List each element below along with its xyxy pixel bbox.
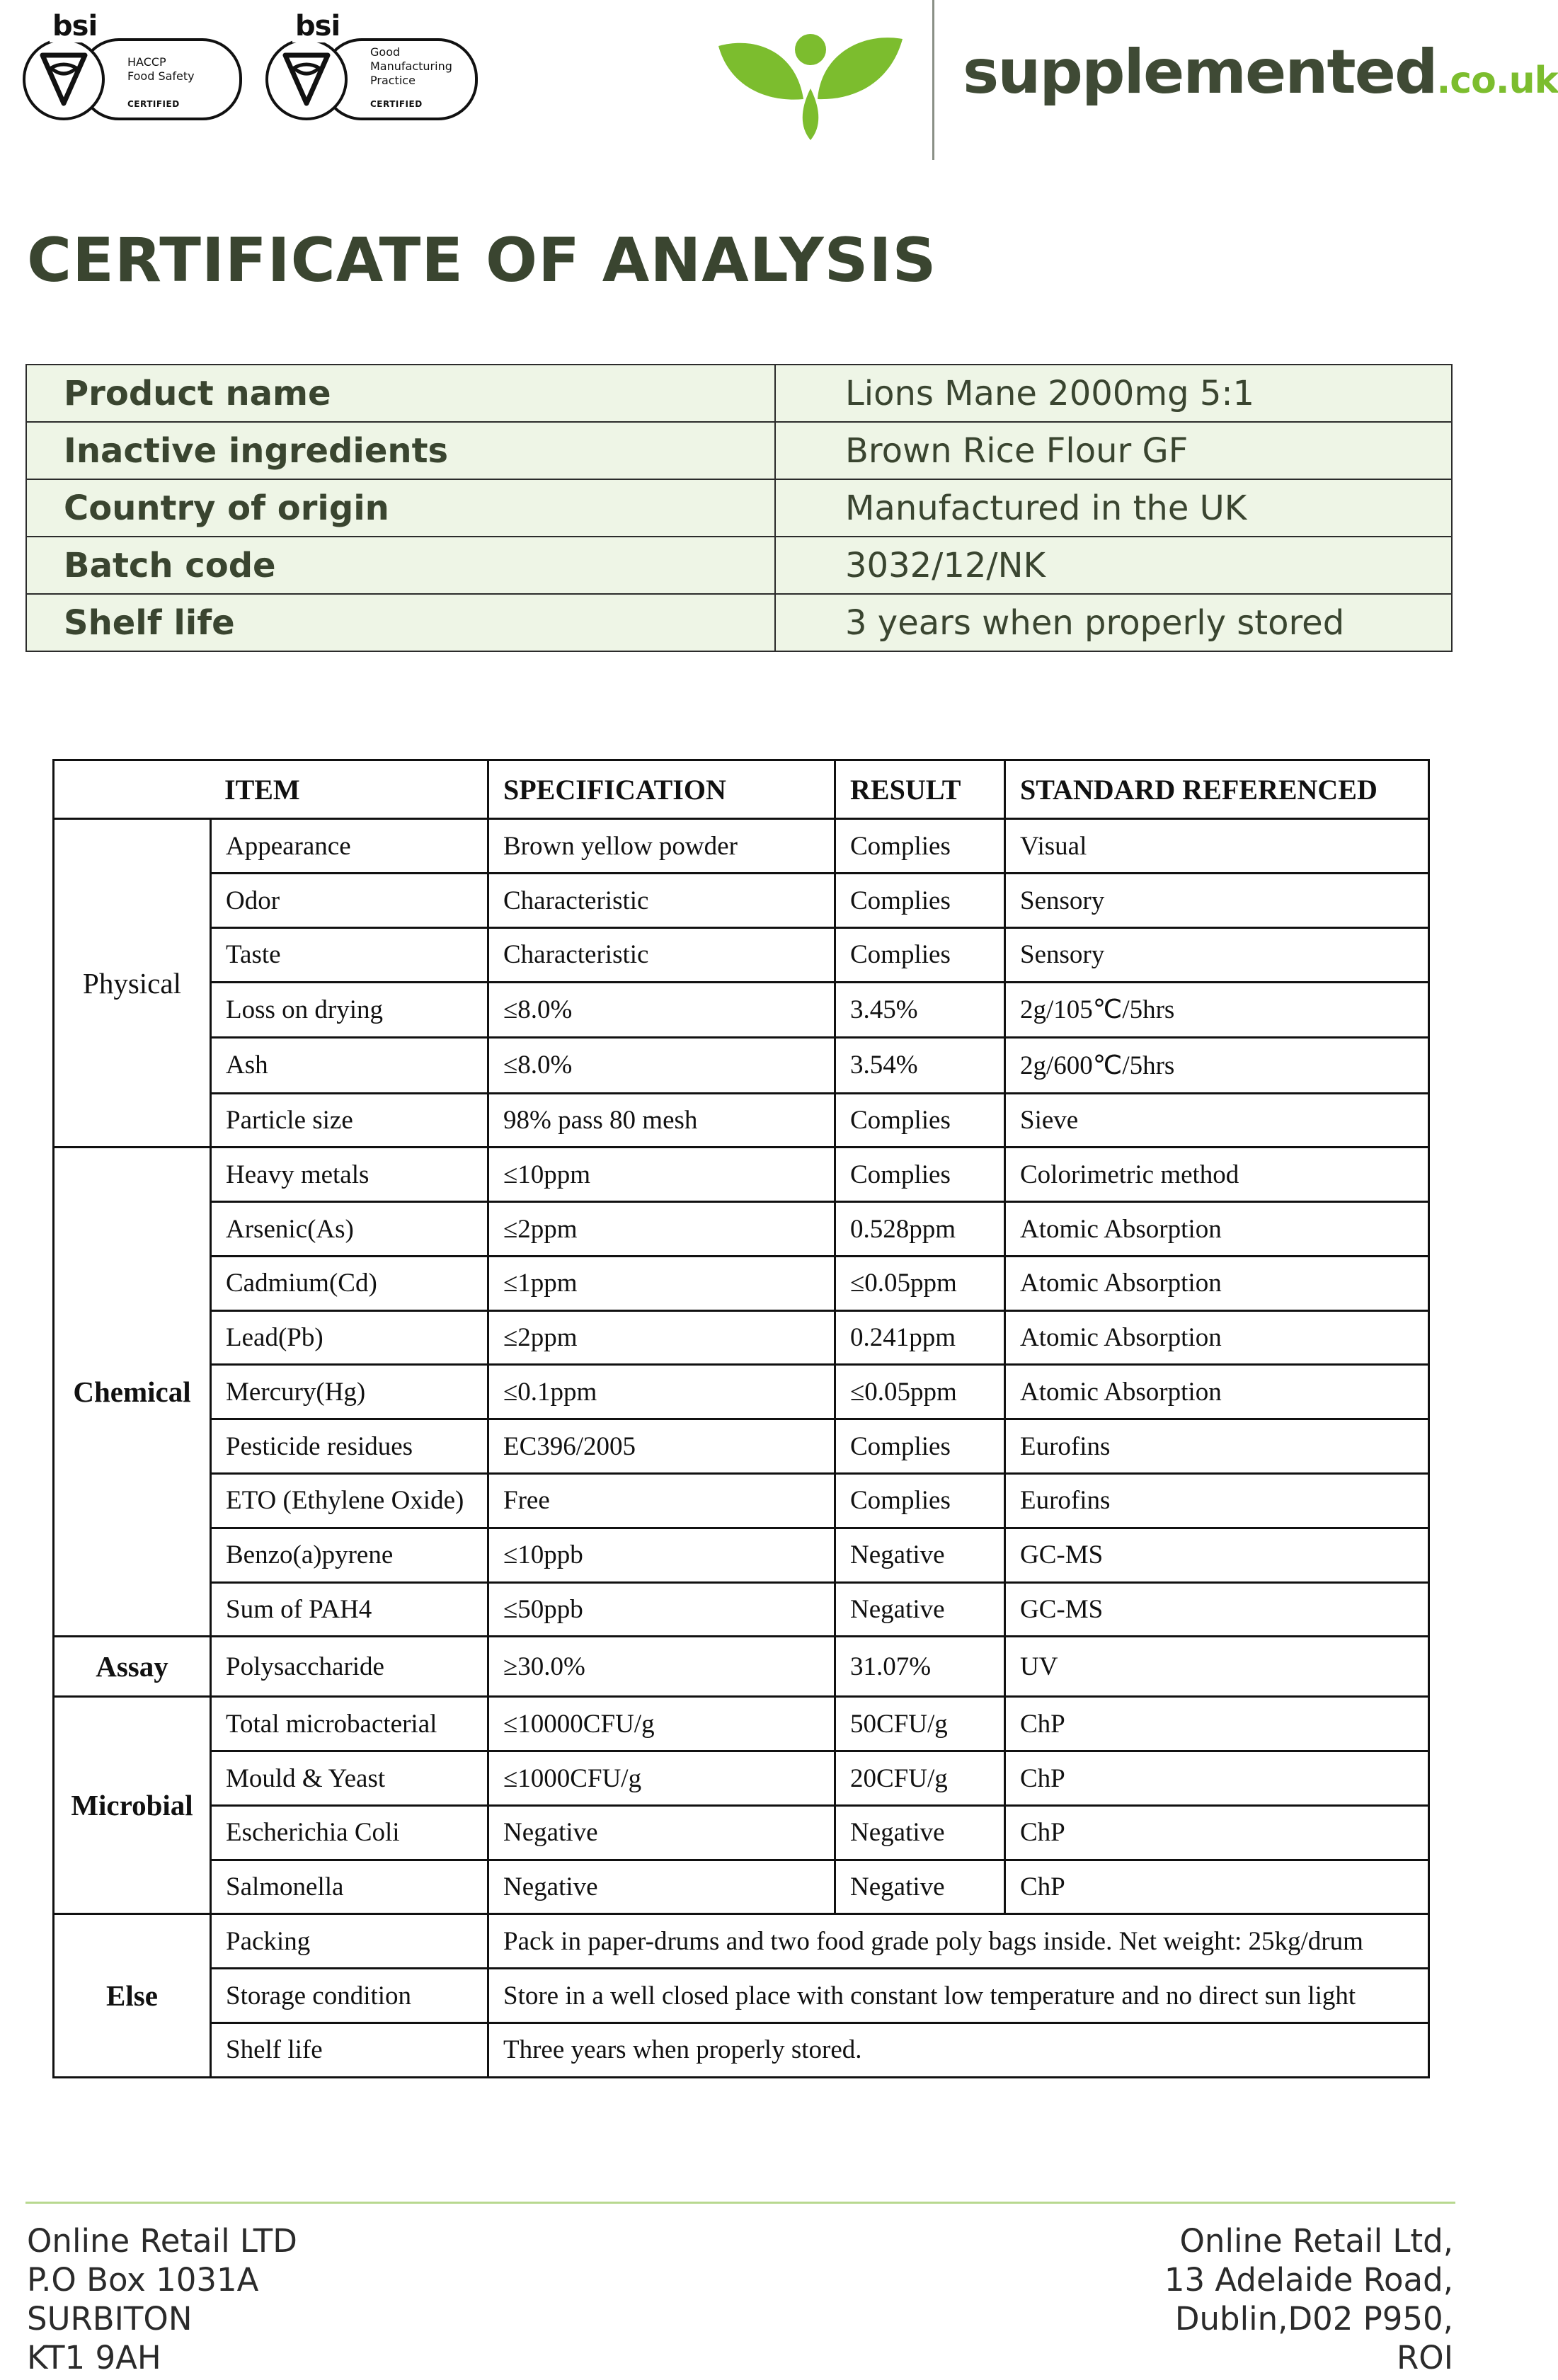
info-label: Inactive ingredients	[26, 422, 775, 479]
row-result: ≤0.05ppm	[835, 1365, 1005, 1419]
row-standard: Atomic Absorption	[1005, 1365, 1429, 1419]
info-label: Shelf life	[26, 594, 775, 651]
row-item: Loss on drying	[211, 982, 488, 1037]
row-spec: ≤50ppb	[488, 1582, 835, 1637]
row-item: Storage condition	[211, 1969, 488, 2023]
brand-tld: .co.uk	[1436, 59, 1558, 102]
group-label-physical: Physical	[54, 819, 211, 1148]
row-note: Pack in paper-drums and two food grade poly bags inside. Net weight: 25kg/drum	[488, 1914, 1429, 1969]
row-standard: Atomic Absorption	[1005, 1310, 1429, 1365]
row-standard: 2g/600℃/5hrs	[1005, 1038, 1429, 1093]
info-value: Manufactured in the UK	[775, 479, 1452, 537]
badge-line: Good	[370, 45, 401, 59]
row-result: Complies	[835, 927, 1005, 982]
row-standard: UV	[1005, 1637, 1429, 1697]
row-standard: GC-MS	[1005, 1528, 1429, 1582]
row-standard: Visual	[1005, 819, 1429, 874]
row-result: 20CFU/g	[835, 1751, 1005, 1806]
row-note: Store in a well closed place with constant low temperature and no direct sun light	[488, 1969, 1429, 2023]
footer-divider	[25, 2202, 1455, 2204]
product-info-table	[25, 364, 1453, 652]
group-label-microbial: Microbial	[54, 1697, 211, 1914]
row-item: Salmonella	[211, 1860, 488, 1914]
row-item: Heavy metals	[211, 1148, 488, 1202]
column-header-result: RESULT	[835, 760, 1005, 819]
row-spec: ≤8.0%	[488, 1038, 835, 1093]
table-row	[26, 537, 1452, 594]
table-row	[54, 1256, 1429, 1310]
table-row	[26, 594, 1452, 651]
row-result: ≤0.05ppm	[835, 1256, 1005, 1310]
table-row	[54, 819, 1429, 874]
row-result: 50CFU/g	[835, 1697, 1005, 1751]
row-spec: ≤2ppm	[488, 1202, 835, 1257]
row-result: Complies	[835, 1473, 1005, 1528]
row-standard: GC-MS	[1005, 1582, 1429, 1637]
row-item: Benzo(a)pyrene	[211, 1528, 488, 1582]
row-result: Negative	[835, 1860, 1005, 1914]
group-label-else: Else	[54, 1914, 211, 2078]
row-item: Polysaccharide	[211, 1637, 488, 1697]
column-header-standard: STANDARD REFERENCED	[1005, 760, 1429, 819]
row-spec: 98% pass 80 mesh	[488, 1093, 835, 1148]
table-row	[54, 1093, 1429, 1148]
table-row	[54, 1419, 1429, 1474]
table-row	[54, 1969, 1429, 2023]
row-spec: ≤0.1ppm	[488, 1365, 835, 1419]
row-item: Arsenic(As)	[211, 1202, 488, 1257]
group-label-chemical: Chemical	[54, 1148, 211, 1637]
row-standard: Atomic Absorption	[1005, 1202, 1429, 1257]
row-spec: ≤1000CFU/g	[488, 1751, 835, 1806]
row-result: Complies	[835, 1148, 1005, 1202]
logo-divider	[932, 0, 934, 160]
row-standard: Atomic Absorption	[1005, 1256, 1429, 1310]
row-result: 31.07%	[835, 1637, 1005, 1697]
row-result: Complies	[835, 819, 1005, 874]
table-row	[54, 1310, 1429, 1365]
row-item: Odor	[211, 874, 488, 928]
row-standard: Eurofins	[1005, 1419, 1429, 1474]
table-row	[54, 1528, 1429, 1582]
table-row	[54, 1914, 1429, 1969]
badge-line: Food Safety	[127, 69, 195, 83]
row-item: Total microbacterial	[211, 1697, 488, 1751]
column-header-item: ITEM	[54, 760, 488, 819]
table-row	[26, 422, 1452, 479]
row-result: Negative	[835, 1582, 1005, 1637]
row-spec: ≤10000CFU/g	[488, 1697, 835, 1751]
row-result: 0.241ppm	[835, 1310, 1005, 1365]
column-header-specification: SPECIFICATION	[488, 760, 835, 819]
badge-line: HACCP	[127, 55, 166, 69]
row-spec: ≤10ppm	[488, 1148, 835, 1202]
page-title: CERTIFICATE OF ANALYSIS	[27, 225, 937, 296]
address-line: KT1 9AH	[27, 2339, 161, 2376]
address-line: Dublin,D02 P950,	[1174, 2300, 1453, 2338]
table-row	[54, 2023, 1429, 2077]
footer-address-uk	[27, 2221, 297, 2377]
table-row	[54, 1365, 1429, 1419]
info-value: 3032/12/NK	[775, 537, 1452, 594]
row-item: Shelf life	[211, 2023, 488, 2077]
address-line: Online Retail LTD	[27, 2222, 297, 2260]
row-result: 0.528ppm	[835, 1202, 1005, 1257]
row-item: Escherichia Coli	[211, 1805, 488, 1860]
row-result: 3.54%	[835, 1038, 1005, 1093]
leaf-logo-icon	[715, 21, 906, 149]
haccp-certification-badge	[23, 10, 242, 133]
table-row	[54, 1148, 1429, 1202]
row-spec: ≤2ppm	[488, 1310, 835, 1365]
row-spec: ≤10ppb	[488, 1528, 835, 1582]
row-spec: ≥30.0%	[488, 1637, 835, 1697]
row-item: Pesticide residues	[211, 1419, 488, 1474]
row-item: Appearance	[211, 819, 488, 874]
row-spec: Characteristic	[488, 927, 835, 982]
badge-status: CERTIFIED	[370, 99, 423, 109]
table-row	[54, 982, 1429, 1037]
row-result: Negative	[835, 1528, 1005, 1582]
row-result: Complies	[835, 1419, 1005, 1474]
table-row	[54, 1751, 1429, 1806]
table-row	[54, 874, 1429, 928]
group-label-assay: Assay	[54, 1637, 211, 1697]
row-item: Mercury(Hg)	[211, 1365, 488, 1419]
kitemark-icon	[278, 48, 335, 106]
kitemark-icon	[35, 48, 92, 106]
row-standard: 2g/105℃/5hrs	[1005, 982, 1429, 1037]
row-standard: ChP	[1005, 1697, 1429, 1751]
row-standard: ChP	[1005, 1805, 1429, 1860]
brand-wordmark	[963, 37, 1558, 108]
row-item: Packing	[211, 1914, 488, 1969]
table-row	[26, 479, 1452, 537]
row-standard: Sensory	[1005, 927, 1429, 982]
badge-text	[370, 45, 452, 88]
row-result: Complies	[835, 874, 1005, 928]
bsi-mark: bsi	[50, 10, 100, 42]
row-item: Particle size	[211, 1093, 488, 1148]
badge-status: CERTIFIED	[127, 99, 180, 109]
gmp-certification-badge	[265, 10, 478, 133]
badge-line: Manufacturing	[370, 59, 452, 73]
row-item: Lead(Pb)	[211, 1310, 488, 1365]
row-result: 3.45%	[835, 982, 1005, 1037]
row-spec: Negative	[488, 1860, 835, 1914]
brand-name: supplemented	[963, 37, 1437, 108]
row-standard: Colorimetric method	[1005, 1148, 1429, 1202]
table-row	[54, 1038, 1429, 1093]
row-standard: Sieve	[1005, 1093, 1429, 1148]
row-spec: ≤8.0%	[488, 982, 835, 1037]
row-item: Taste	[211, 927, 488, 982]
table-row	[54, 1473, 1429, 1528]
table-header-row	[54, 760, 1429, 819]
address-line: P.O Box 1031A	[27, 2261, 259, 2299]
table-row	[54, 1697, 1429, 1751]
analysis-table	[52, 759, 1430, 2078]
row-standard: ChP	[1005, 1860, 1429, 1914]
row-spec: ≤1ppm	[488, 1256, 835, 1310]
info-label: Product name	[26, 365, 775, 422]
row-note: Three years when properly stored.	[488, 2023, 1429, 2077]
address-line: 13 Adelaide Road,	[1164, 2261, 1453, 2299]
row-item: Sum of PAH4	[211, 1582, 488, 1637]
row-item: Cadmium(Cd)	[211, 1256, 488, 1310]
table-row	[54, 1637, 1429, 1697]
badge-text	[127, 55, 195, 84]
info-value: Brown Rice Flour GF	[775, 422, 1452, 479]
info-label: Country of origin	[26, 479, 775, 537]
info-value: Lions Mane 2000mg 5:1	[775, 365, 1452, 422]
row-spec: Brown yellow powder	[488, 819, 835, 874]
address-line: ROI	[1397, 2339, 1453, 2376]
row-result: Negative	[835, 1805, 1005, 1860]
row-item: Ash	[211, 1038, 488, 1093]
table-row	[54, 1860, 1429, 1914]
row-spec: EC396/2005	[488, 1419, 835, 1474]
row-standard: Sensory	[1005, 874, 1429, 928]
address-line: Online Retail Ltd,	[1179, 2222, 1453, 2260]
table-row	[54, 1202, 1429, 1257]
table-row	[26, 365, 1452, 422]
row-standard: Eurofins	[1005, 1473, 1429, 1528]
info-label: Batch code	[26, 537, 775, 594]
bsi-mark: bsi	[292, 10, 343, 42]
row-result: Complies	[835, 1093, 1005, 1148]
info-value: 3 years when properly stored	[775, 594, 1452, 651]
table-row	[54, 1805, 1429, 1860]
badge-line: Practice	[370, 74, 416, 87]
table-row	[54, 927, 1429, 982]
row-item: ETO (Ethylene Oxide)	[211, 1473, 488, 1528]
row-spec: Negative	[488, 1805, 835, 1860]
row-spec: Free	[488, 1473, 835, 1528]
row-standard: ChP	[1005, 1751, 1429, 1806]
address-line: SURBITON	[27, 2300, 193, 2338]
row-spec: Characteristic	[488, 874, 835, 928]
footer-address-ireland	[1164, 2221, 1453, 2377]
table-row	[54, 1582, 1429, 1637]
row-item: Mould & Yeast	[211, 1751, 488, 1806]
